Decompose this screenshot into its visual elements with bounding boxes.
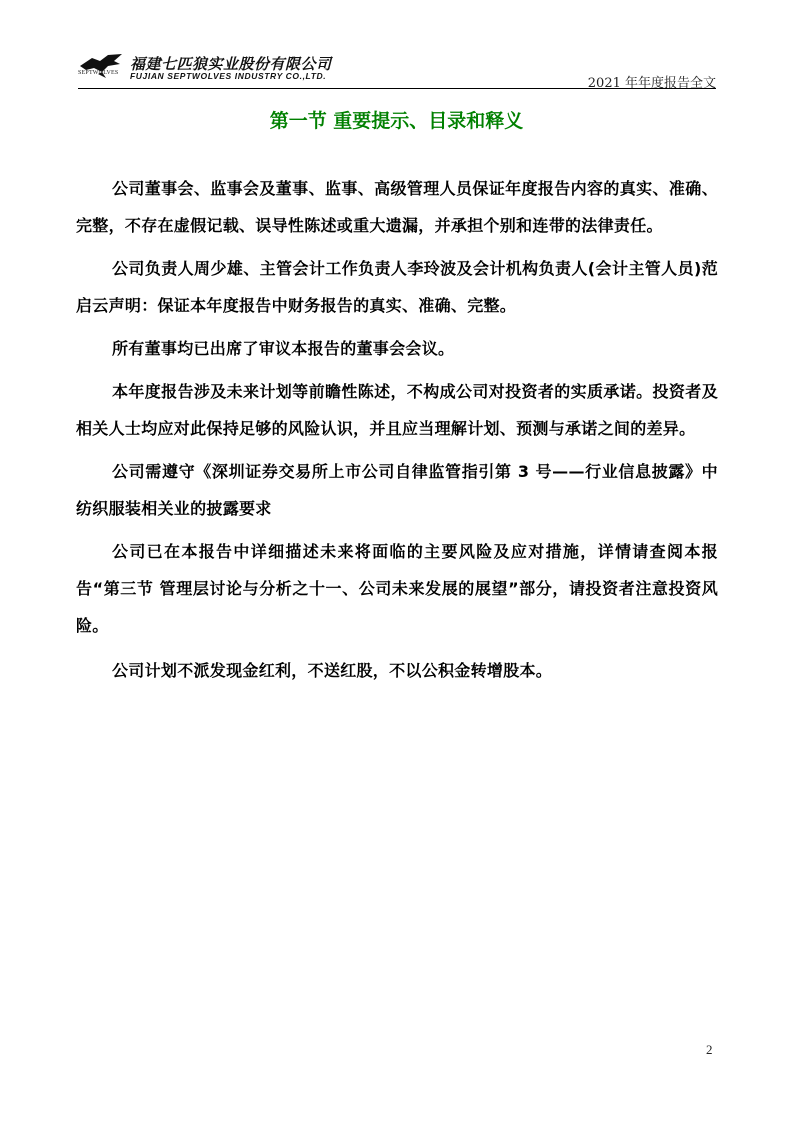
- report-label: 2021 年年度报告全文: [587, 76, 716, 91]
- company-name-en: FUJIAN SEPTWOLVES INDUSTRY CO.,LTD.: [130, 71, 327, 81]
- page-header: [78, 50, 716, 90]
- paragraph-board-attendance: 所有董事均已出席了审议本报告的董事会会议。: [112, 339, 455, 358]
- logo-brand-text: SEPTWOLVES: [78, 70, 119, 76]
- paragraph-risk-notice: 公司已在本报告中详细描述未来将面临的主要风险及应对措施，详情请查阅本报告“第三节 管理层讨论与分析之十一、公司未来发展的展望”部分，请投资者注意投资风险。: [76, 542, 718, 635]
- company-name-cn: 福建七匹狼实业股份有限公司: [130, 55, 332, 73]
- paragraph-responsibility: 公司董事会、监事会及董事、监事、高级管理人员保证年度报告内容的真实、准确、完整，不存在虚假记载、误导性陈述或重大遗漏，并承担个别和连带的法律责任。: [76, 179, 718, 235]
- paragraph-disclosure-rules: 公司需遵守《深圳证券交易所上市公司自律监管指引第 3 号——行业信息披露》中纺织服装相关业的披露要求: [76, 462, 718, 518]
- document-body: [76, 170, 718, 695]
- paragraph-dividend-plan: 公司计划不派发现金红利，不送红股，不以公积金转增股本。: [112, 661, 553, 680]
- header-divider: [78, 88, 716, 89]
- section-title: 第一节 重要提示、目录和释义: [269, 110, 524, 132]
- page-number: 2: [706, 1042, 713, 1057]
- paragraph-forward-looking: 本年度报告涉及未来计划等前瞻性陈述，不构成公司对投资者的实质承诺。投资者及相关人士均应对此保持足够的风险认识，并且应当理解计划、预测与承诺之间的差异。: [76, 382, 718, 438]
- paragraph-officer-statement: 公司负责人周少雄、主管会计工作负责人李玲波及会计机构负责人(会计主管人员)范启云声明：保证本年度报告中财务报告的真实、准确、完整。: [76, 259, 718, 315]
